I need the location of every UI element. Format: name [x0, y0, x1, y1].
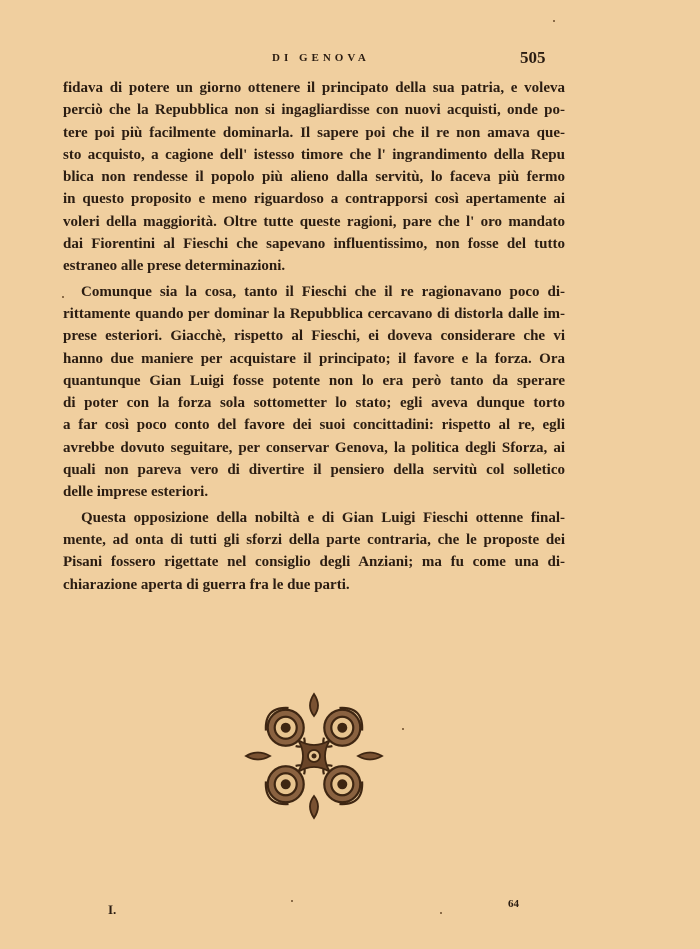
running-head — [0, 48, 700, 68]
text-line: quali non pareva vero di divertire il pensiero della servitù col solletico — [63, 462, 565, 479]
page-number: 505 — [520, 48, 546, 67]
paper-speck — [402, 728, 404, 730]
text-line: rittamente quando per dominar la Repubblica cercavano di distorla dalle im- — [63, 305, 565, 322]
body-text — [63, 77, 565, 599]
paragraph-2 — [63, 281, 565, 504]
text-line: voleri della maggiorità. Oltre tutte queste ragioni, pare che l' oro mandato — [63, 213, 565, 230]
text-line: sto acquisto, a cagione dell' istesso timore che l' ingrandimento della Repu — [63, 146, 565, 163]
text-line: quantunque Gian Luigi fosse potente non lo era però tanto da sperare — [63, 372, 565, 389]
paper-speck — [553, 20, 555, 22]
text-line: Questa opposizione della nobiltà e di Gian Luigi Fieschi ottenne final- — [81, 509, 565, 526]
floral-ornament-icon — [240, 690, 388, 822]
text-line: di poter con la forza sola sottometter lo stato; egli aveva dunque torto — [63, 395, 565, 412]
footer-mark: 64 — [508, 898, 519, 910]
text-line: Comunque sia la cosa, tanto il Fieschi che il re ragionavano poco di- — [81, 283, 565, 300]
paper-speck — [62, 296, 64, 298]
paper-speck — [291, 900, 293, 902]
text-line: tere poi più facilmente dominarla. Il sapere poi che il re non amava que- — [63, 124, 565, 141]
text-line: mente, ad onta di tutti gli sforzi della parte contraria, che le proposte dei — [63, 531, 565, 548]
paper-speck — [440, 912, 442, 914]
text-line: hanno due maniere per acquistare il principato; il favore e la forza. Ora — [63, 350, 565, 367]
text-line: a far così poco conto del favore dei suoi concittadini: rispetto al re, egli — [63, 417, 565, 434]
text-line: delle imprese esteriori. — [63, 484, 209, 501]
text-line: Pisani fossero rigettate nel consiglio degli Anziani; ma fu come una di- — [63, 554, 565, 571]
text-line: avrebbe dovuto seguitare, per conservar Genova, la politica degli Sforza, ai — [63, 439, 565, 456]
text-line: estraneo alle prese determinazioni. — [63, 258, 286, 275]
paragraph-1 — [63, 77, 565, 278]
text-line: chiarazione aperta di guerra fra le due parti. — [63, 576, 350, 593]
signature-mark: I. — [108, 902, 117, 917]
text-line: perciò che la Repubblica non si ingagliardisse con nuovi acquisti, onde po- — [63, 102, 565, 119]
paragraph-3 — [63, 507, 565, 596]
text-line: blica non rendesse il popolo più alieno dalla servitù, lo faceva più fermo — [63, 169, 565, 186]
text-line: fidava di potere un giorno ottenere il principato della sua patria, e voleva — [63, 80, 565, 96]
text-line: dai Fiorentini al Fieschi che sapevano influentissimo, non fosse del tutto — [63, 236, 565, 253]
text-line: in questo proposito e meno riguardoso a contrapporsi così apertamente ai — [63, 191, 565, 208]
running-title: DI GENOVA — [272, 52, 370, 64]
text-line: prese esteriori. Giacchè, rispetto al Fieschi, ei doveva considerare che vi — [63, 328, 565, 345]
